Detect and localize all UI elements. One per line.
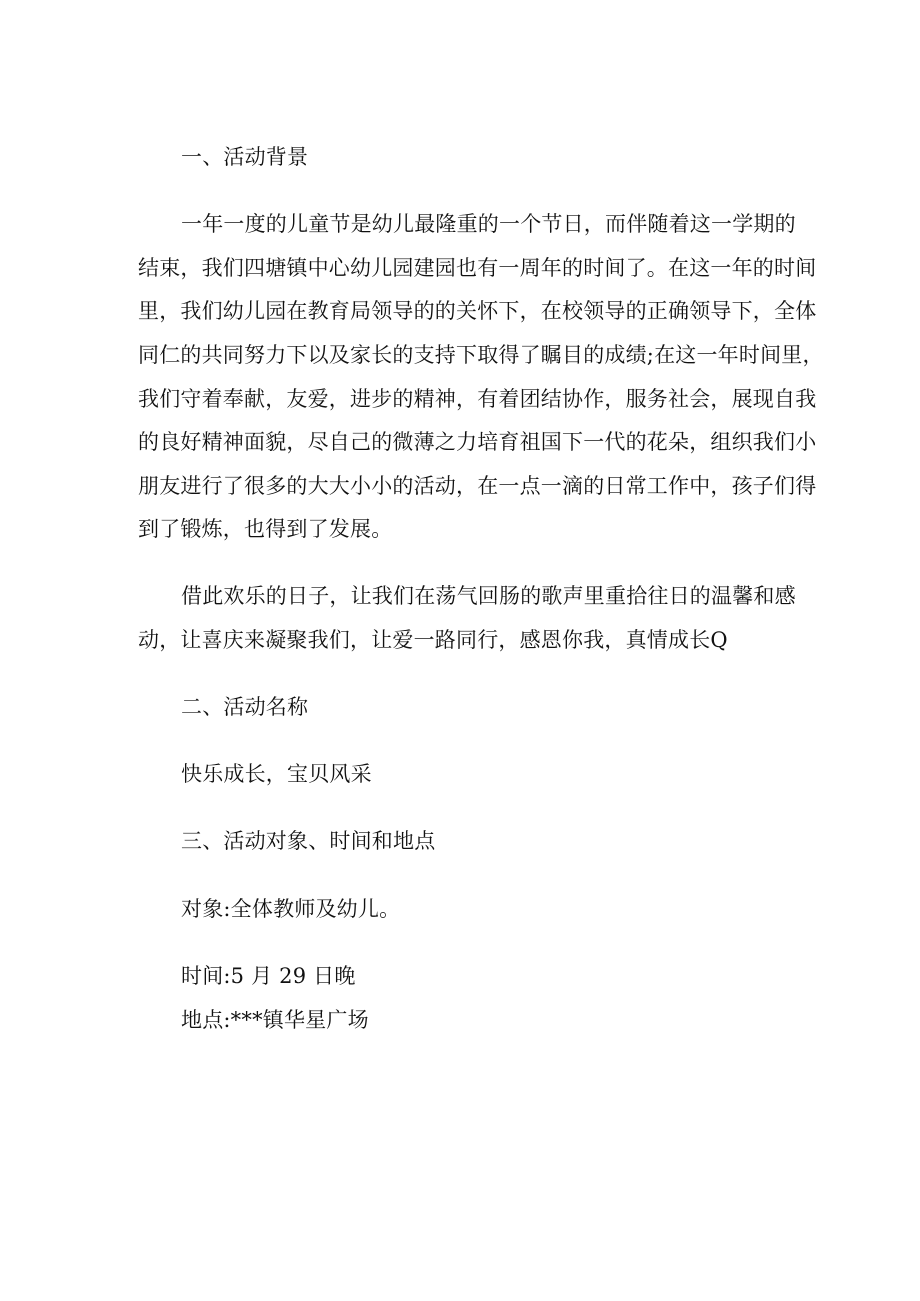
para2-line-2: 动，让喜庆来凝聚我们，让爱一路同行，感恩你我，真情成长Q: [138, 628, 728, 652]
para1-line-4: 同仁的共同努力下以及家长的支持下取得了瞩目的成绩;在这一年时间里，: [138, 343, 824, 367]
location-line: 地点:***镇华星广场: [181, 1008, 369, 1032]
para1-line-2: 结束，我们四塘镇中心幼儿园建园也有一周年的时间了。在这一年的时间: [138, 256, 817, 280]
target-line: 对象:全体教师及幼儿。: [181, 897, 401, 921]
para1-line-5: 我们守着奉献，友爱，进步的精神，有着团结协作，服务社会，展现自我: [138, 387, 817, 411]
para2-line-1: 借此欢乐的日子，让我们在荡气回肠的歌声里重拾往日的温馨和感: [181, 584, 796, 608]
para1-line-8: 到了锻炼，也得到了发展。: [138, 517, 393, 541]
para1-line-3: 里，我们幼儿园在教育局领导的的关怀下，在校领导的正确领导下，全体: [138, 299, 817, 323]
section3-heading: 三、活动对象、时间和地点: [181, 829, 436, 853]
section2-heading: 二、活动名称: [181, 695, 309, 719]
para1-line-7: 朋友进行了很多的大大小小的活动，在一点一滴的日常工作中，孩子们得: [138, 474, 817, 498]
time-line: 时间:5 月 29 日晚: [181, 964, 356, 988]
activity-name: 快乐成长，宝贝风采: [181, 762, 372, 786]
para1-line-6: 的良好精神面貌，尽自己的微薄之力培育祖国下一代的花朵，组织我们小: [138, 430, 817, 454]
para1-line-1: 一年一度的儿童节是幼儿最隆重的一个节日，而伴随着这一学期的: [181, 212, 796, 236]
section1-heading: 一、活动背景: [181, 145, 309, 169]
